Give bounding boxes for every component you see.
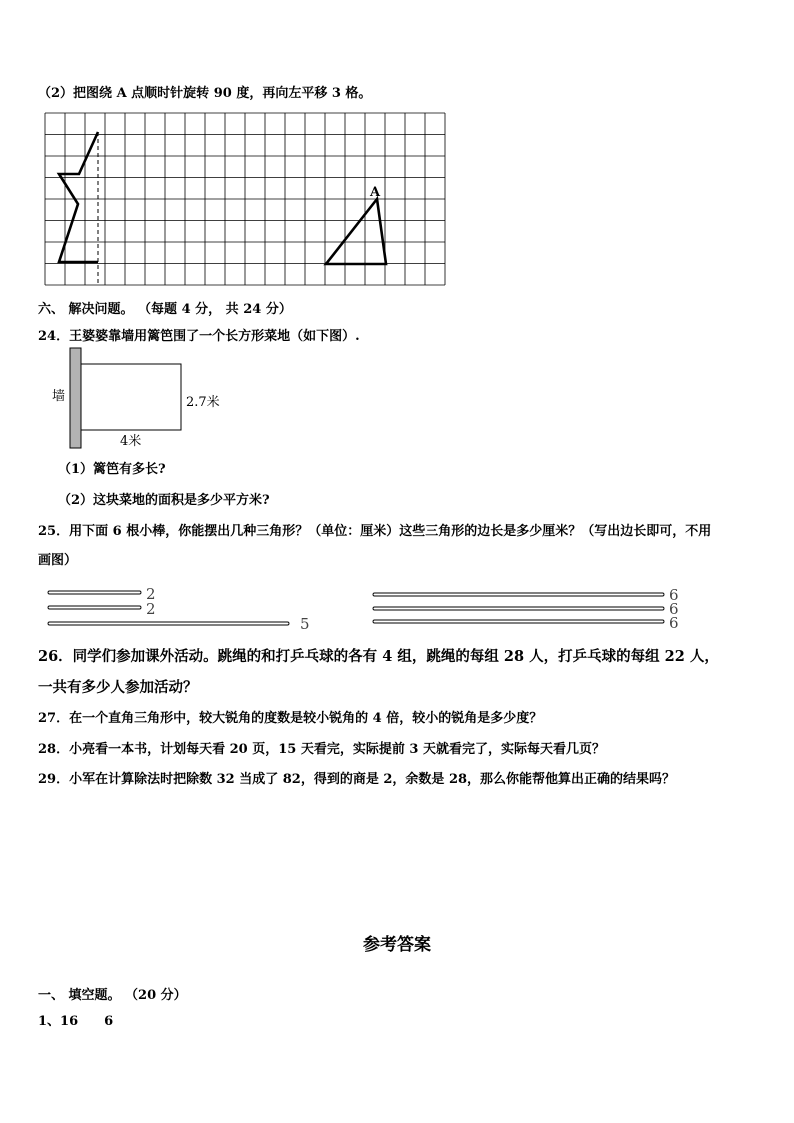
stick-label-5: 5 [300,615,310,630]
sticks-figure [40,584,690,630]
height-label: 2.7米 [186,395,220,410]
q26-line1: 26．同学们参加课外活动。跳绳的和打乒乓球的各有 4 组，跳绳的每组 28 人，打乒乓球的每组 22 人， [38,648,719,665]
q24-text: 24．王婆婆靠墙用篱笆围了一个长方形菜地（如下图）. [38,329,360,344]
garden-rect [81,364,181,430]
q24-sub1: （1）篱笆有多长? [58,462,166,477]
stick-label-2a: 2 [146,585,156,603]
stick-6c [373,620,664,623]
stick-2b [48,606,141,609]
answers-title: 参考答案 [363,935,431,955]
wall [70,348,81,448]
q25-line1: 25．用下面 6 根小棒，你能摆出几种三角形？（单位：厘米）这些三角形的边长是多少厘米？（写出边长即可，不用 [38,524,712,539]
stick-label-6a: 6 [669,586,679,604]
q27-text: 27．在一个直角三角形中，较大锐角的度数是较小锐角的 4 倍，较小的锐角是多少度？ [38,711,543,726]
stick-6a [373,593,664,596]
q29-text: 29．小军在计算除法时把除数 32 当成了 82，得到的商是 2，余数是 28，那么你能帮他算出正确的结果吗？ [38,772,676,787]
q28-text: 28．小亮看一本书，计划每天看 20 页，15 天看完，实际提前 3 天就看完了，实际每天看几页？ [38,742,605,757]
grid-figure [44,112,448,288]
stick-6b [373,607,664,610]
wall-label: 墙 [52,389,66,404]
stick-5 [48,622,289,625]
point-a-label: A [370,185,381,200]
q25-line2: 画图） [38,553,78,568]
width-label: 4米 [120,434,142,449]
garden-diagram [44,344,244,454]
q24-sub2: （2）这块菜地的面积是多少平方米? [58,493,270,508]
stick-label-2b: 2 [146,600,156,618]
stick-label-6c: 6 [669,614,679,630]
q26-line2: 一共有多少人参加活动？ [38,679,198,696]
answer-1: 1、16 6 [38,1014,114,1029]
question-rotate: （2）把图绕 A 点顺时针旋转 90 度，再向左平移 3 格。 [38,86,372,101]
section-six-heading: 六、 解决问题。 （每题 4 分， 共 24 分） [38,302,292,317]
stick-2a [48,591,141,594]
triangle-shape [326,199,386,264]
answers-section-heading: 一、 填空题。 （20 分） [38,988,187,1003]
stick-label-6b: 6 [669,600,679,618]
